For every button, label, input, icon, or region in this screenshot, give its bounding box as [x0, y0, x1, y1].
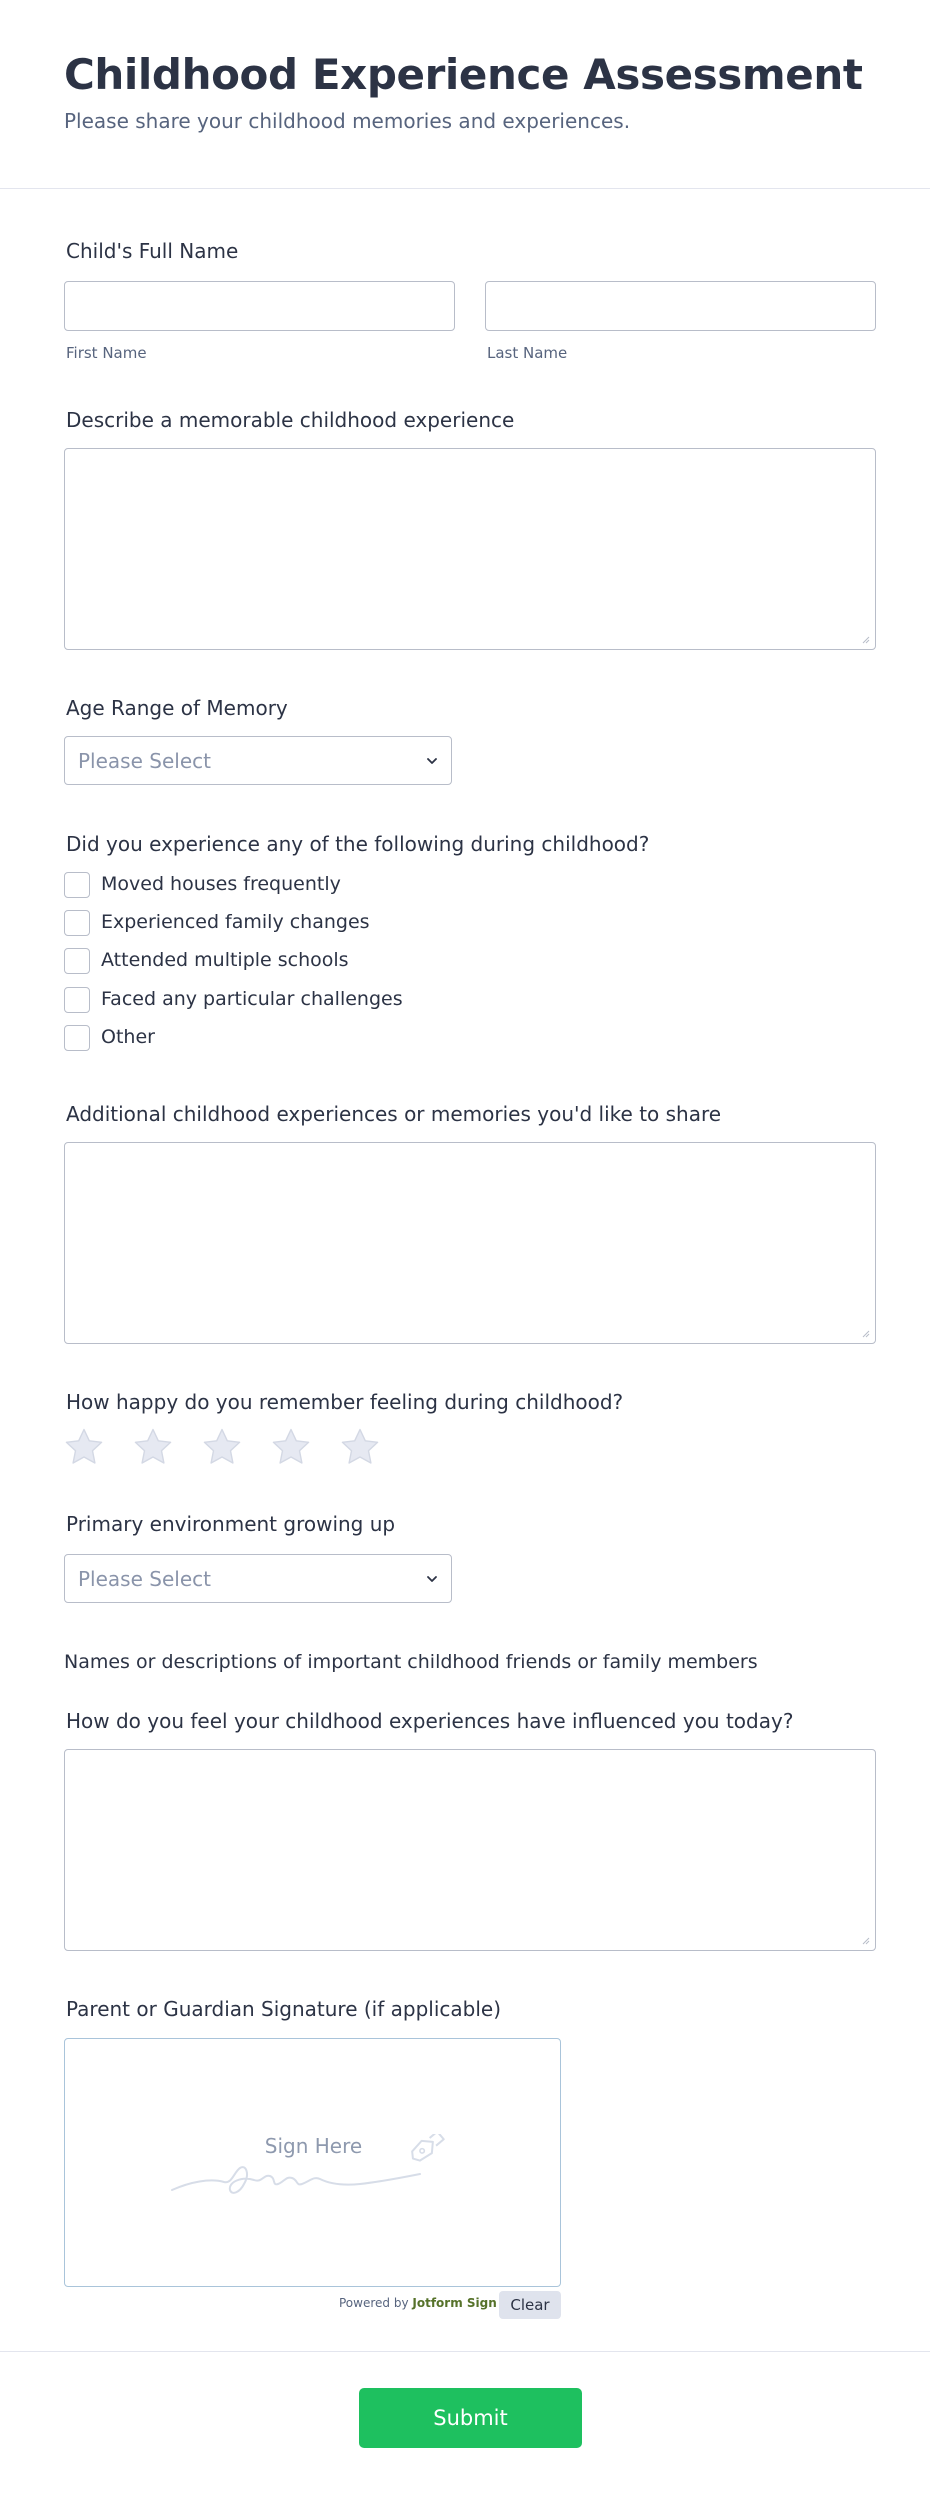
- additional-experiences-label: Additional childhood experiences or memories you'd like to share: [66, 1102, 722, 1126]
- checkbox[interactable]: [64, 948, 90, 974]
- checkbox-label: Moved houses frequently: [101, 873, 341, 895]
- powered-by-prefix: Powered by: [339, 2296, 409, 2310]
- environment-label: Primary environment growing up: [66, 1512, 396, 1536]
- submit-button[interactable]: Submit: [359, 2388, 582, 2448]
- chevron-down-icon: [425, 754, 439, 768]
- resize-grip-icon[interactable]: [862, 1330, 870, 1338]
- signature-pad[interactable]: [64, 2038, 561, 2287]
- form-header: [0, 0, 930, 189]
- checkbox-label: Experienced family changes: [101, 911, 370, 933]
- first-name-input[interactable]: [64, 281, 455, 331]
- star-icon[interactable]: [202, 1427, 242, 1467]
- resize-grip-icon[interactable]: [862, 636, 870, 644]
- powered-by-text: [339, 2296, 497, 2310]
- resize-grip-icon[interactable]: [862, 1937, 870, 1945]
- last-name-input[interactable]: [485, 281, 876, 331]
- form-title: Childhood Experience Assessment: [64, 50, 863, 99]
- sign-here-text: Sign Here: [264, 2134, 363, 2158]
- star-icon[interactable]: [340, 1427, 380, 1467]
- checkbox-label: Other: [101, 1026, 155, 1048]
- environment-placeholder: Please Select: [78, 1567, 211, 1591]
- star-icon[interactable]: [271, 1427, 311, 1467]
- memorable-experience-label: Describe a memorable childhood experience: [66, 408, 515, 432]
- age-range-label: Age Range of Memory: [66, 696, 288, 720]
- experiences-label: Did you experience any of the following during childhood?: [66, 832, 650, 856]
- checkbox[interactable]: [64, 872, 90, 898]
- checkbox[interactable]: [64, 987, 90, 1013]
- checkbox[interactable]: [64, 1025, 90, 1051]
- clear-signature-button[interactable]: Clear: [499, 2291, 561, 2319]
- checkbox[interactable]: [64, 910, 90, 936]
- age-range-select[interactable]: [64, 736, 452, 785]
- environment-select[interactable]: [64, 1554, 452, 1603]
- age-range-placeholder: Please Select: [78, 749, 211, 773]
- memorable-experience-textarea[interactable]: [64, 448, 876, 650]
- full-name-label: Child's Full Name: [66, 239, 239, 263]
- influence-label: How do you feel your childhood experiences have influenced you today?: [66, 1709, 794, 1733]
- friends-description-text: Names or descriptions of important childhood friends or family members: [64, 1651, 758, 1673]
- first-name-sublabel: First Name: [66, 344, 147, 362]
- checkbox-label: Faced any particular challenges: [101, 988, 403, 1010]
- checkbox-label: Attended multiple schools: [101, 949, 349, 971]
- influence-textarea[interactable]: [64, 1749, 876, 1951]
- signature-label: Parent or Guardian Signature (if applicable): [66, 1997, 502, 2021]
- chevron-down-icon: [425, 1572, 439, 1586]
- signature-pen-icon: [170, 2134, 460, 2204]
- form-subtitle: Please share your childhood memories and experiences.: [64, 109, 631, 133]
- star-icon[interactable]: [64, 1427, 104, 1467]
- star-icon[interactable]: [133, 1427, 173, 1467]
- footer-divider: [0, 2351, 930, 2352]
- jotform-sign-brand: Jotform Sign: [412, 2296, 497, 2310]
- last-name-sublabel: Last Name: [487, 344, 568, 362]
- happiness-label: How happy do you remember feeling during childhood?: [66, 1390, 624, 1414]
- additional-experiences-textarea[interactable]: [64, 1142, 876, 1344]
